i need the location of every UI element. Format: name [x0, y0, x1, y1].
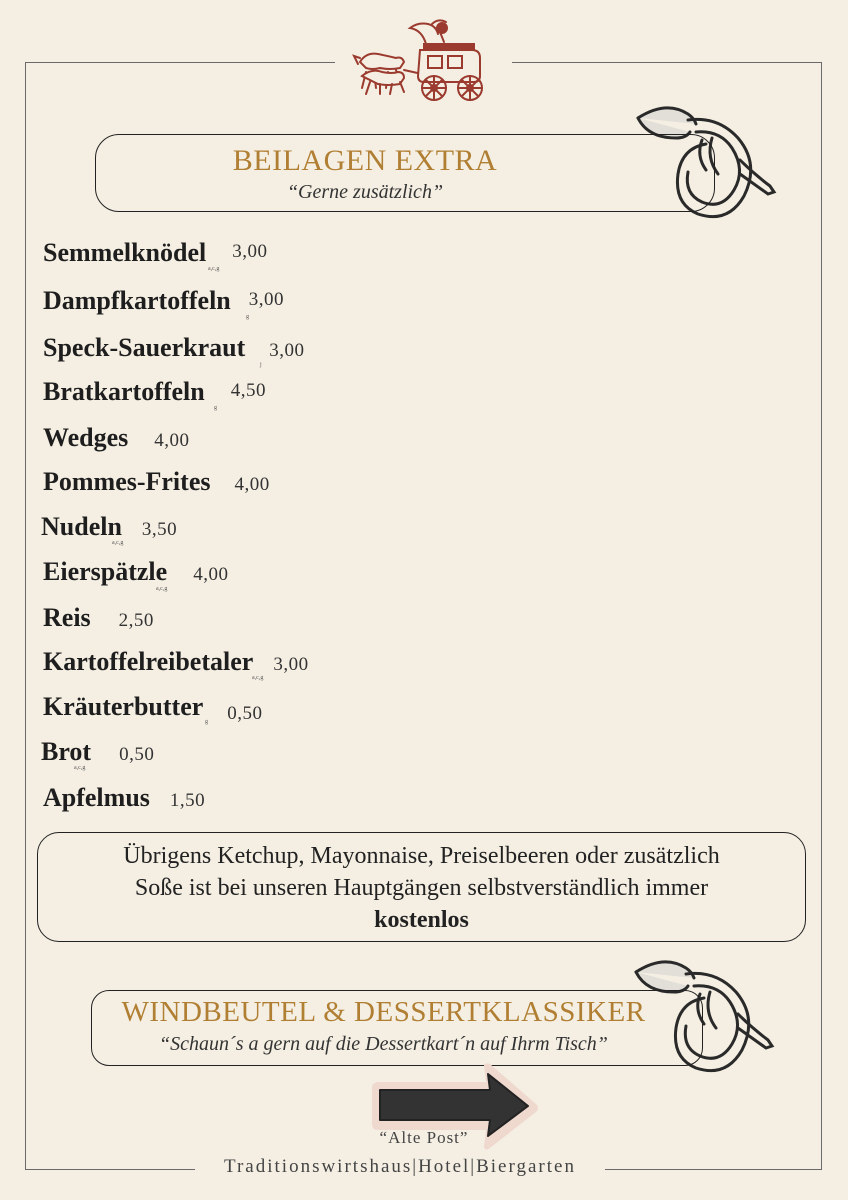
stagecoach-logo — [352, 14, 496, 106]
info-line-1: Übrigens Ketchup, Mayonnaise, Preiselbeeren oder zusätzlich — [123, 843, 720, 869]
item-name: Nudeln — [41, 512, 122, 541]
item-name: Bratkartoffeln — [43, 377, 205, 406]
section-title: BEILAGEN EXTRA — [232, 144, 498, 177]
item-name: Kartoffelreibetaler — [43, 647, 254, 676]
footer-restaurant-name: “Alte Post” — [379, 1128, 469, 1147]
item-name: Pommes-Frites — [43, 467, 211, 496]
item-allergens: a,c,g — [74, 765, 86, 771]
menu-item — [43, 603, 154, 633]
dessert-title: WINDBEUTEL & DESSERTKLASSIKER — [121, 996, 646, 1028]
menu-item — [41, 737, 154, 767]
menu-item — [43, 377, 266, 407]
item-allergens: g — [205, 719, 208, 725]
item-name: Kräuterbutter — [43, 692, 204, 721]
menu-item — [43, 286, 284, 316]
menu-item — [43, 238, 267, 268]
frame-top-right — [512, 62, 822, 63]
item-name: Apfelmus — [43, 783, 150, 812]
item-price: 0,50 — [227, 703, 263, 724]
menu-item — [43, 692, 263, 722]
item-name: Brot — [41, 737, 92, 766]
item-allergens: a,c,g — [208, 266, 220, 272]
item-allergens: a,c,g — [112, 540, 124, 546]
menu-item — [43, 467, 270, 497]
info-text — [37, 840, 806, 936]
item-price: 1,50 — [169, 790, 206, 811]
frame-left — [25, 62, 26, 1170]
footer-tagline: Traditionswirtshaus|Hotel|Biergarten — [224, 1156, 576, 1177]
item-price: 3,50 — [141, 519, 178, 540]
item-name: Eierspätzle — [43, 557, 168, 586]
menu-item — [43, 423, 189, 453]
item-price: 2,50 — [118, 610, 154, 631]
item-allergens: a,c,g — [252, 675, 264, 681]
item-name: Wedges — [43, 423, 129, 452]
item-price: 3,00 — [273, 654, 309, 675]
item-price: 4,00 — [154, 430, 190, 451]
info-emphasis: kostenlos — [374, 907, 469, 933]
menu-item — [41, 512, 177, 542]
item-price: 4,00 — [234, 474, 270, 495]
item-price: 4,50 — [230, 380, 266, 401]
item-allergens: g — [214, 405, 217, 411]
item-price: 3,00 — [232, 241, 268, 262]
item-name: Speck-Sauerkraut — [43, 333, 246, 362]
frame-top-left — [25, 62, 335, 63]
item-name: Reis — [43, 603, 91, 632]
frame-right — [821, 62, 822, 1170]
item-allergens: a,c,g — [156, 586, 168, 592]
section-subtitle: “Gerne zusätzlich” — [286, 181, 444, 203]
info-line-2: Soße ist bei unseren Hauptgängen selbstverständlich immer — [134, 875, 709, 901]
item-name: Dampfkartoffeln — [43, 286, 231, 315]
menu-item — [43, 783, 205, 813]
item-price: 3,00 — [269, 340, 305, 361]
menu-item — [43, 333, 305, 363]
dessert-subtitle: “Schaun´s a gern auf die Dessertkart´n auf Ihrm Tisch” — [159, 1033, 608, 1055]
item-allergens: j — [260, 362, 262, 368]
item-allergens: g — [246, 314, 249, 320]
item-price: 0,50 — [119, 744, 155, 765]
menu-item — [43, 647, 309, 677]
item-price: 4,00 — [193, 564, 229, 585]
menu-item — [43, 557, 228, 587]
item-price: 3,00 — [248, 289, 285, 310]
item-name: Semmelknödel — [43, 238, 207, 267]
